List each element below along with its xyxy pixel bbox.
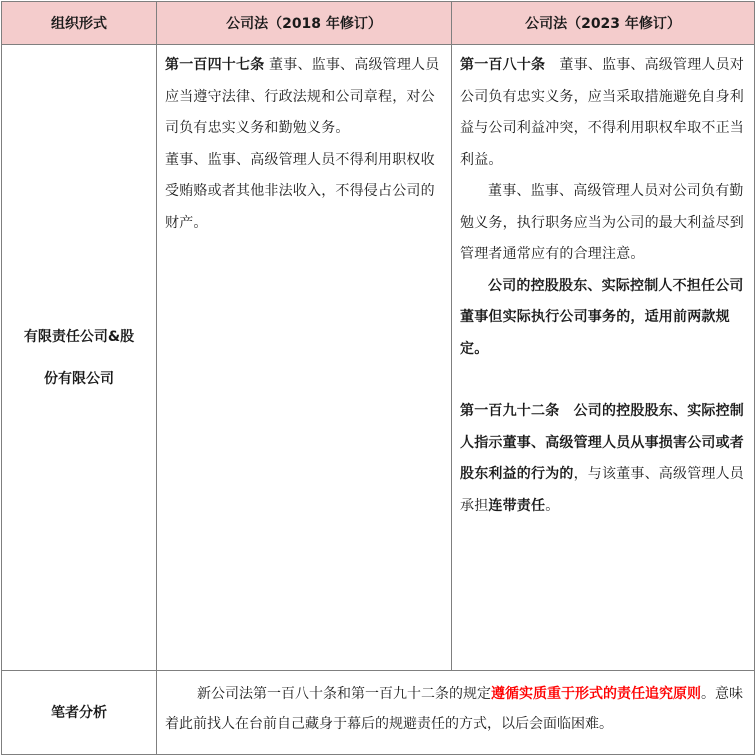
analysis-text-a: 新公司法第一百八十条和第一百九十二条的规定 bbox=[197, 686, 491, 702]
analysis-cell bbox=[157, 671, 755, 755]
org-form-label-line1: 有限责任公司&股 bbox=[23, 328, 135, 345]
law-2023-cell bbox=[452, 45, 755, 671]
comparison-table bbox=[1, 1, 755, 755]
analysis-label: 笔者分析 bbox=[2, 671, 157, 755]
analysis-text-b: 。意味着此前找人在台前自己藏身于幕后的规避责任的方式，以后会面临困难。 bbox=[165, 686, 743, 732]
art180-paragraph-1 bbox=[460, 50, 746, 176]
art147-paragraph-1 bbox=[165, 50, 443, 145]
art147-paragraph-2: 董事、监事、高级管理人员不得利用职权收受贿赂或者其他非法收入，不得侵占公司的财产。 bbox=[165, 151, 435, 231]
art192-joint-liability: 连带责任 bbox=[488, 497, 546, 514]
art192-title: 第一百九十二条 bbox=[460, 403, 560, 419]
art192-text-bold: 公司的控股股东、实际控制人指示董事、高级管理人员从事损害公司或者股东利益的行为的 bbox=[460, 403, 745, 482]
art147-text-1: 董事、监事、高级管理人员应当遵守法律、行政法规和公司章程，对公司负有忠实义务和勤勉义务。 bbox=[165, 57, 440, 136]
analysis-paragraph bbox=[165, 679, 744, 739]
table-row-company-types bbox=[2, 45, 755, 671]
art180-paragraph-2: 董事、监事、高级管理人员对公司负有勤勉义务，执行职务应当为公司的最大利益尽到管理者通常应有的合理注意。 bbox=[460, 183, 744, 262]
org-form-label-line2: 份有限公司 bbox=[44, 370, 114, 387]
header-law-2018: 公司法（2018 年修订） bbox=[157, 2, 452, 45]
org-form-cell bbox=[2, 45, 157, 671]
art192-paragraph bbox=[460, 396, 746, 522]
header-law-2023: 公司法（2023 年修订） bbox=[452, 2, 755, 45]
art180-title: 第一百八十条 bbox=[460, 57, 546, 73]
art192-text-end: 。 bbox=[545, 497, 560, 514]
table-row-analysis bbox=[2, 671, 755, 755]
analysis-principle: 遵循实质重于形式的责任追究原则 bbox=[491, 686, 701, 702]
art180-text-1: 董事、监事、高级管理人员对公司负有忠实义务，应当采取措施避免自身利益与公司利益冲突，不得利用职权牟取不正当利益。 bbox=[460, 57, 745, 168]
header-row bbox=[2, 2, 755, 45]
art180-paragraph-3: 公司的控股股东、实际控制人不担任公司董事但实际执行公司事务的，适用前两款规定。 bbox=[460, 277, 744, 357]
art192-text-mid: ，与该董事、高级管理人员承担 bbox=[460, 466, 745, 514]
law-2018-cell bbox=[157, 45, 452, 671]
art147-title: 第一百四十七条 bbox=[165, 57, 265, 73]
header-org-form: 组织形式 bbox=[2, 2, 157, 45]
